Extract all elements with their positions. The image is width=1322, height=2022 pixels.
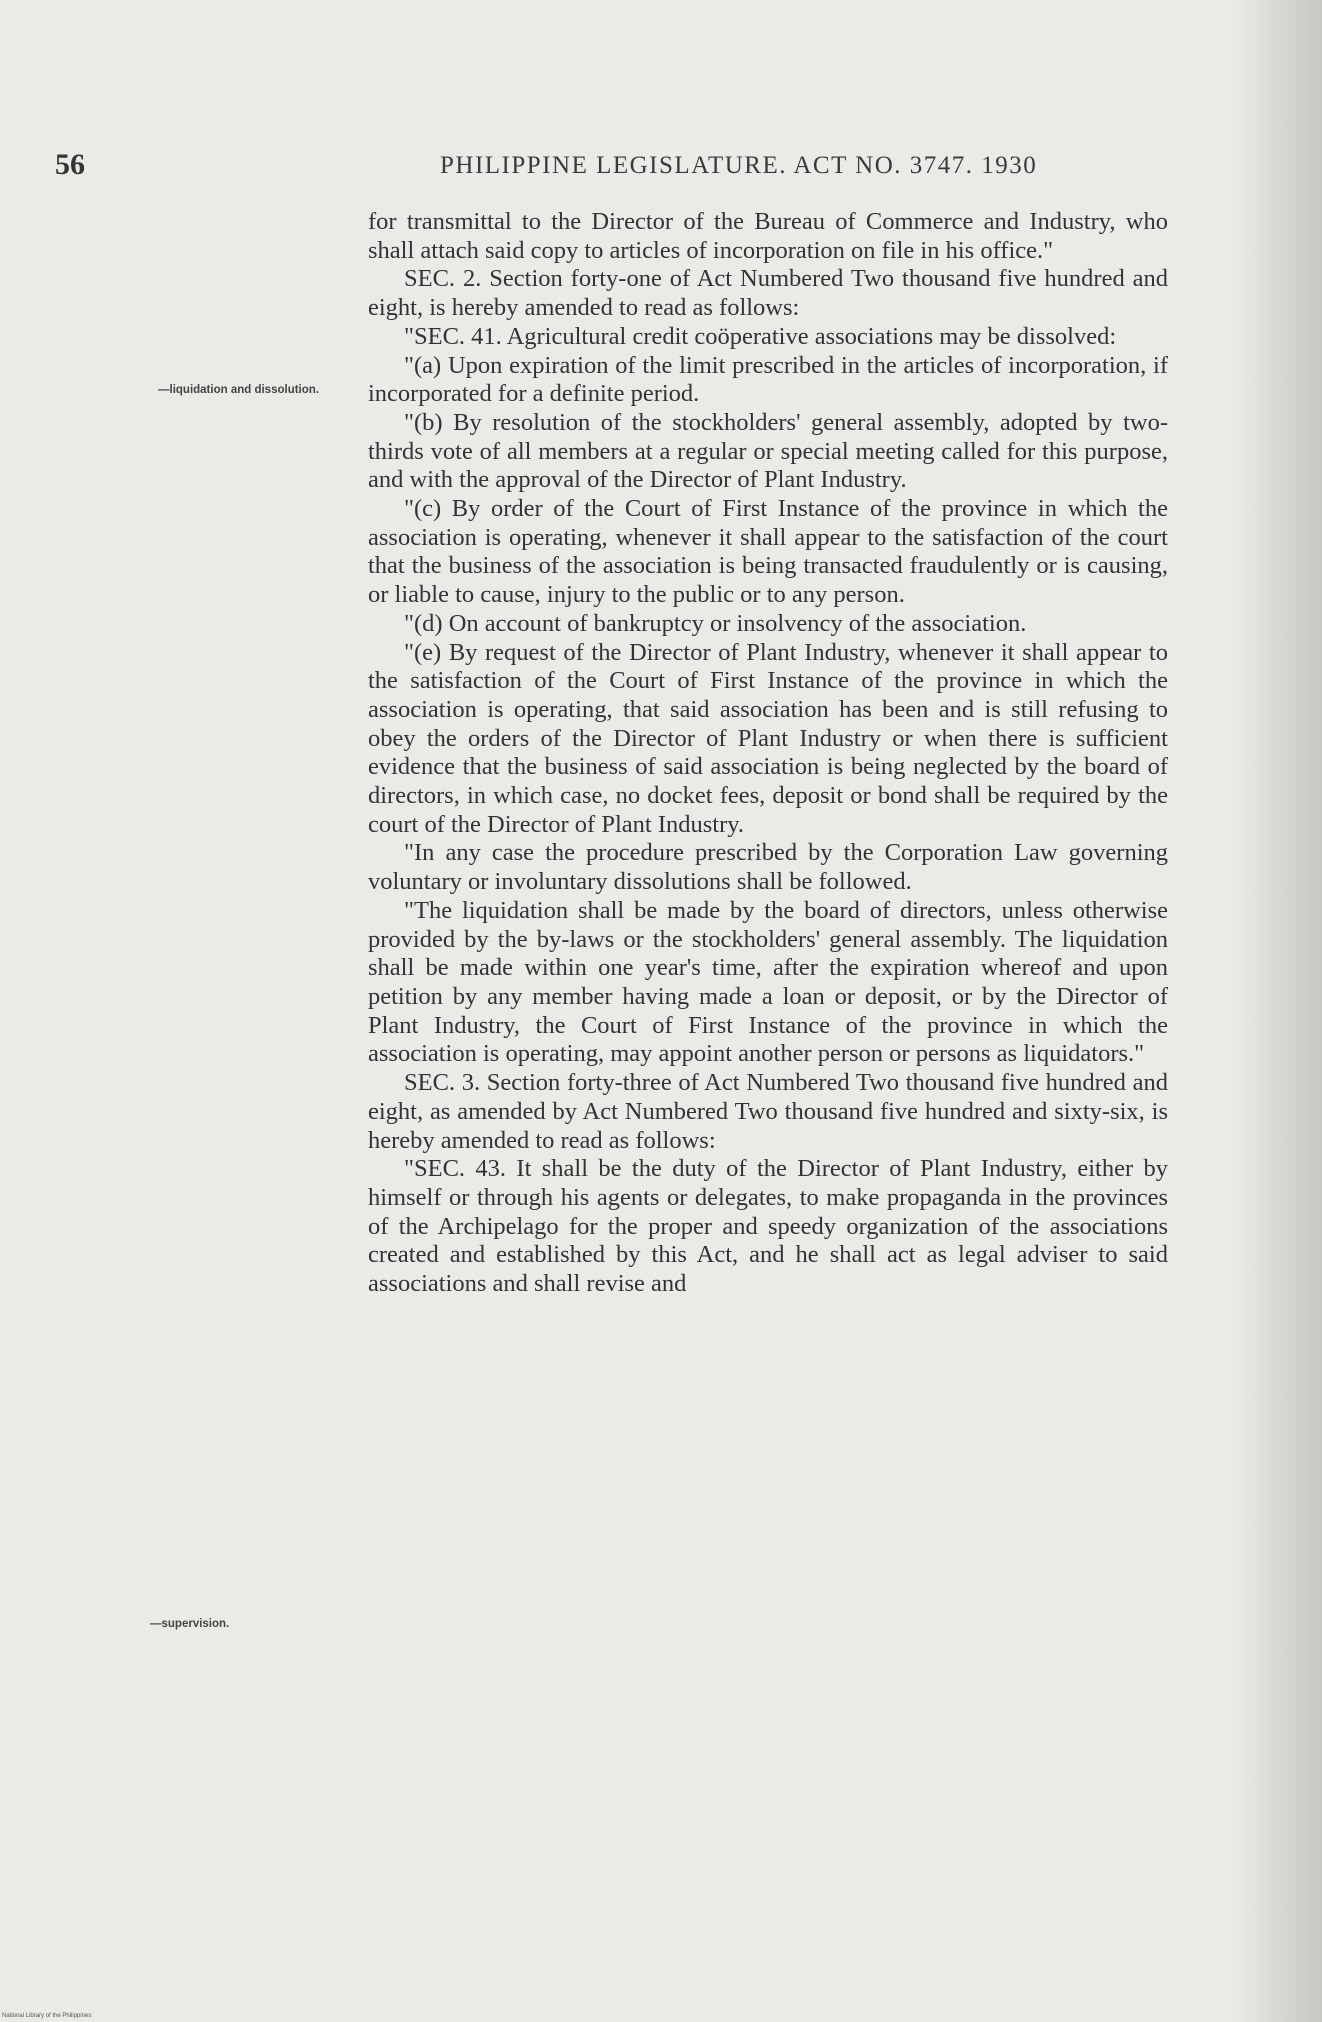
page-number: 56 [55, 148, 85, 181]
margin-note-liquidation: —liquidation and dissolution. [158, 384, 319, 396]
paragraph: "SEC. 43. It shall be the duty of the Director of Plant Industry, either by himself or through his agents or delegates, to make propaganda in the provinces of the Archipelago for the proper and speedy organization of the associations created and established by this Act, and he shall act as legal adviser to said associations and shall revise and [368, 1155, 1168, 1298]
paragraph: "(b) By resolution of the stockholders' general assembly, adopted by two-thirds vote of all members at a regular or special meeting called for this purpose, and with the approval of the Director of Plant Industry. [368, 408, 1168, 494]
paragraph: "(d) On account of bankruptcy or insolvency of the association. [404, 609, 1027, 637]
paragraph: "In any case the procedure prescribed by the Corporation Law governing voluntary or involuntary dissolutions shall be followed. [368, 839, 1168, 896]
running-head: PHILIPPINE LEGISLATURE. ACT NO. 3747. 1930 [440, 152, 1038, 179]
paragraph: SEC. 3. Section forty-three of Act Numbered Two thousand five hundred and eight, as amended by Act Numbered Two thousand five hundred and sixty-six, is hereby amended to read as follows: [368, 1069, 1168, 1154]
paragraph: for transmittal to the Director of the Bureau of Commerce and Industry, who shall attach said copy to articles of incorporation on file in his office." [368, 208, 1168, 264]
body-text [368, 208, 1168, 1299]
paragraph: "The liquidation shall be made by the board of directors, unless otherwise provided by the by-laws or the stockholders' general assembly. The liquidation shall be made within one year's time, after the expiration whereof and upon petition by any member having made a loan or deposit, or by the Director of Plant Industry, the Court of First Instance of the province in which the association is operating, may appoint another person or persons as liquidators." [368, 896, 1168, 1068]
margin-note-supervision: —supervision. [150, 1618, 230, 1630]
paragraph: SEC. 2. Section forty-one of Act Numbered Two thousand five hundred and eight, is hereby amended to read as follows: [368, 265, 1168, 322]
scan-footer: National Library of the Philippines [2, 2013, 92, 2019]
paragraph: "SEC. 41. Agricultural credit coöperative associations may be dissolved: [404, 322, 1117, 350]
page-edge-shadow [1232, 0, 1322, 2022]
paragraph: "(a) Upon expiration of the limit prescribed in the articles of incorporation, if incorporated for a definite period. [368, 351, 1168, 408]
paragraph: "(e) By request of the Director of Plant Industry, whenever it shall appear to the satisfaction of the Court of First Instance of the province in which the association is operating, that said association has been and is still refusing to obey the orders of the Director of Plant Industry or when there is sufficient evidence that the business of said association is being neglected by the board of directors, in which case, no docket fees, deposit or bond shall be required by the court of the Director of Plant Industry. [368, 638, 1168, 838]
page-header [55, 148, 1175, 188]
paragraph: "(c) By order of the Court of First Instance of the province in which the association is operating, whenever it shall appear to the satisfaction of the court that the business of the association is being transacted fraudulently or is causing, or liable to cause, injury to the public or to any person. [368, 495, 1168, 609]
